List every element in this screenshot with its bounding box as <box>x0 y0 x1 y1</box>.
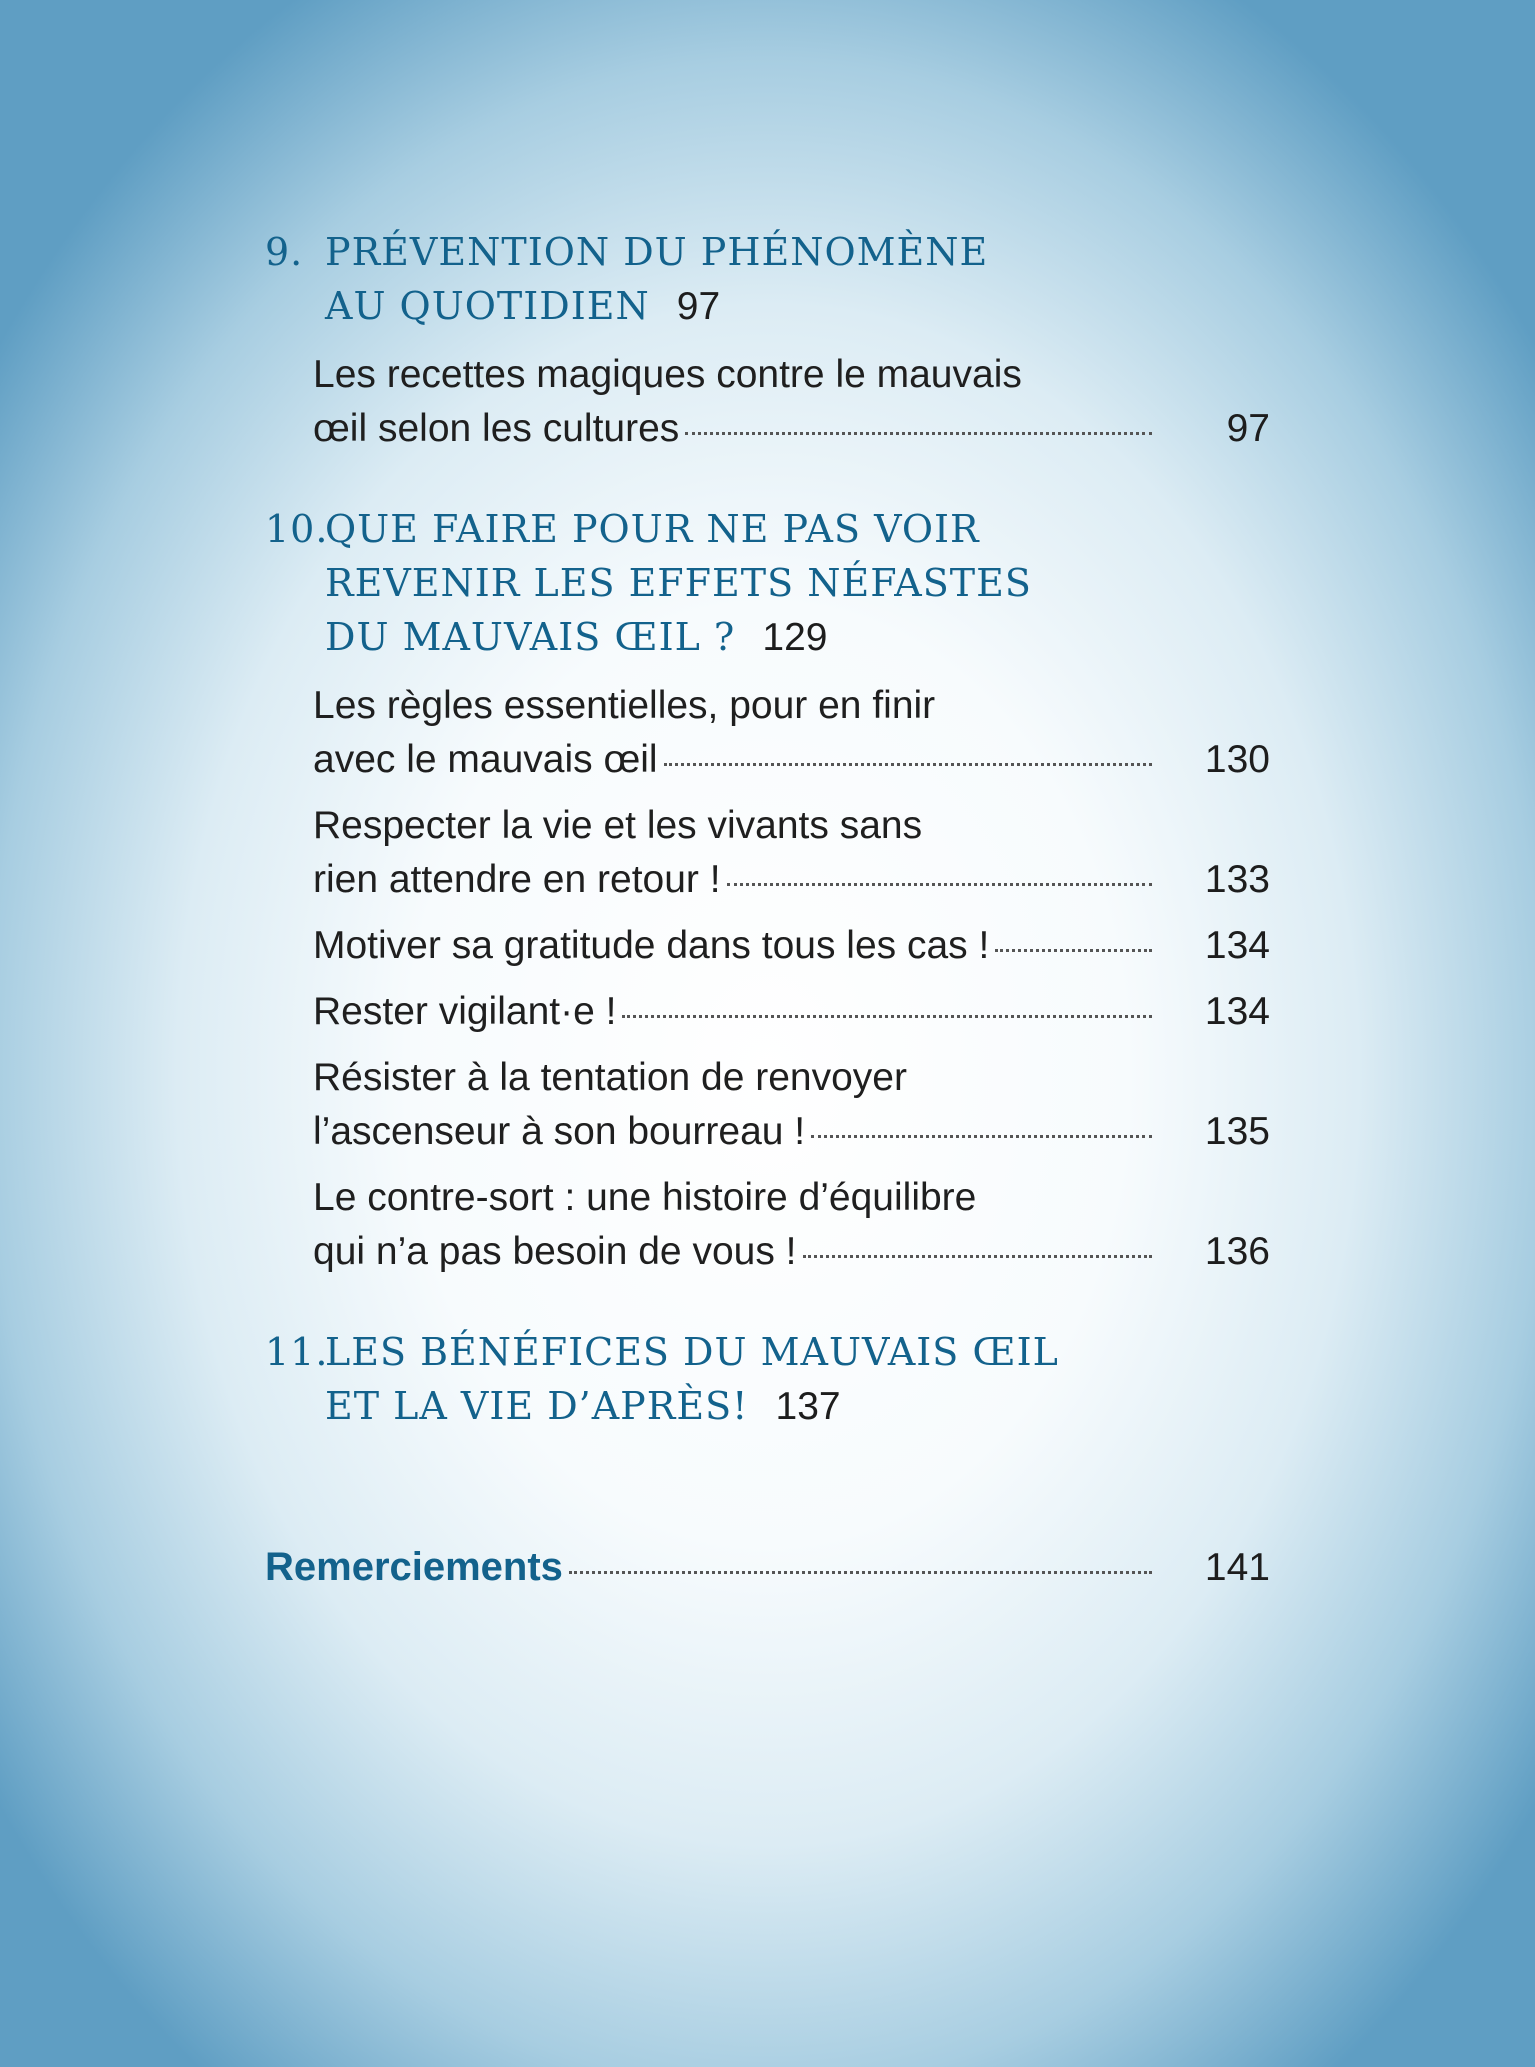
entry-title-line: rien attendre en retour ! <box>313 858 721 901</box>
page-number: 135 <box>1204 1110 1270 1153</box>
entry-title-line: avec le mauvais œil <box>313 738 658 781</box>
entry-title-line: Motiver sa gratitude dans tous les cas ! <box>313 924 990 967</box>
page-number: 97 <box>1226 407 1270 450</box>
entry-title-line: Résister à la tentation de renvoyer <box>313 1056 907 1099</box>
page-number: 141 <box>1204 1546 1270 1589</box>
entry-last-line <box>313 853 1270 907</box>
toc-entry[interactable] <box>265 799 1270 907</box>
page-number: 129 <box>762 616 828 659</box>
leader-dots <box>685 432 1152 435</box>
page-number: 134 <box>1204 990 1270 1033</box>
toc-entry[interactable] <box>265 1171 1270 1279</box>
chapter-title-line: REVENIR LES EFFETS NÉFASTES <box>325 561 1032 605</box>
leader-dots <box>727 883 1152 886</box>
entry-title-line: qui n’a pas besoin de vous ! <box>313 1230 797 1273</box>
chapter-title-line: AU QUOTIDIEN <box>325 284 650 328</box>
chapter-10-heading[interactable] <box>265 502 1270 665</box>
toc-entry[interactable] <box>265 679 1270 787</box>
chapter-title-line: PRÉVENTION DU PHÉNOMÈNE <box>325 230 989 274</box>
chapter-9-heading[interactable] <box>265 225 1270 334</box>
entry-title-line: Les règles essentielles, pour en finir <box>313 684 936 727</box>
leader-dots <box>995 949 1152 952</box>
page-number: 136 <box>1204 1230 1270 1273</box>
page-number: 97 <box>676 285 721 328</box>
chapter-number: 11. <box>265 1330 329 1374</box>
page-number: 133 <box>1204 858 1270 901</box>
page-number: 137 <box>775 1385 841 1428</box>
page-number: 130 <box>1204 738 1270 781</box>
leader-dots <box>569 1571 1152 1574</box>
page-number: 134 <box>1204 924 1270 967</box>
entry-last-line <box>313 1105 1270 1159</box>
entry-title-line: œil selon les cultures <box>313 407 680 450</box>
chapter-title-line: LES BÉNÉFICES DU MAUVAIS ŒIL <box>325 1330 1059 1374</box>
chapter-title-last-line <box>265 610 1270 665</box>
acknowledgements-label: Remerciements <box>265 1545 563 1589</box>
leader-dots <box>622 1015 1152 1018</box>
entry-title-line: Rester vigilant·e ! <box>313 990 617 1033</box>
entry-title-line: l’ascenseur à son bourreau ! <box>313 1110 806 1153</box>
entry-last-line <box>313 1225 1270 1279</box>
entry-last-line <box>313 733 1270 787</box>
acknowledgements-entry[interactable] <box>265 1540 1270 1595</box>
leader-dots <box>803 1255 1152 1258</box>
table-of-contents <box>265 225 1270 1595</box>
chapter-title-line: DU MAUVAIS ŒIL ? <box>325 615 736 659</box>
chapter-title-line: QUE FAIRE POUR NE PAS VOIR <box>325 507 980 551</box>
entry-last-line <box>313 919 1270 973</box>
chapter-11-heading[interactable] <box>265 1325 1270 1434</box>
chapter-title-last-line <box>265 279 1270 334</box>
toc-entry[interactable] <box>265 919 1270 973</box>
toc-entry[interactable] <box>265 348 1270 456</box>
chapter-title-last-line <box>265 1379 1270 1434</box>
entry-last-line <box>313 402 1270 456</box>
entry-last-line <box>313 985 1270 1039</box>
leader-dots <box>664 763 1152 766</box>
toc-entry[interactable] <box>265 1051 1270 1159</box>
entry-title-line: Les recettes magiques contre le mauvais <box>313 353 1022 396</box>
entry-title-line: Le contre-sort : une histoire d’équilibre <box>313 1176 977 1219</box>
toc-entry[interactable] <box>265 985 1270 1039</box>
chapter-number: 10. <box>265 507 329 551</box>
chapter-number: 9. <box>265 230 304 274</box>
chapter-title-line: ET LA VIE D’APRÈS! <box>325 1384 749 1428</box>
entry-title-line: Respecter la vie et les vivants sans <box>313 804 923 847</box>
leader-dots <box>811 1135 1152 1138</box>
